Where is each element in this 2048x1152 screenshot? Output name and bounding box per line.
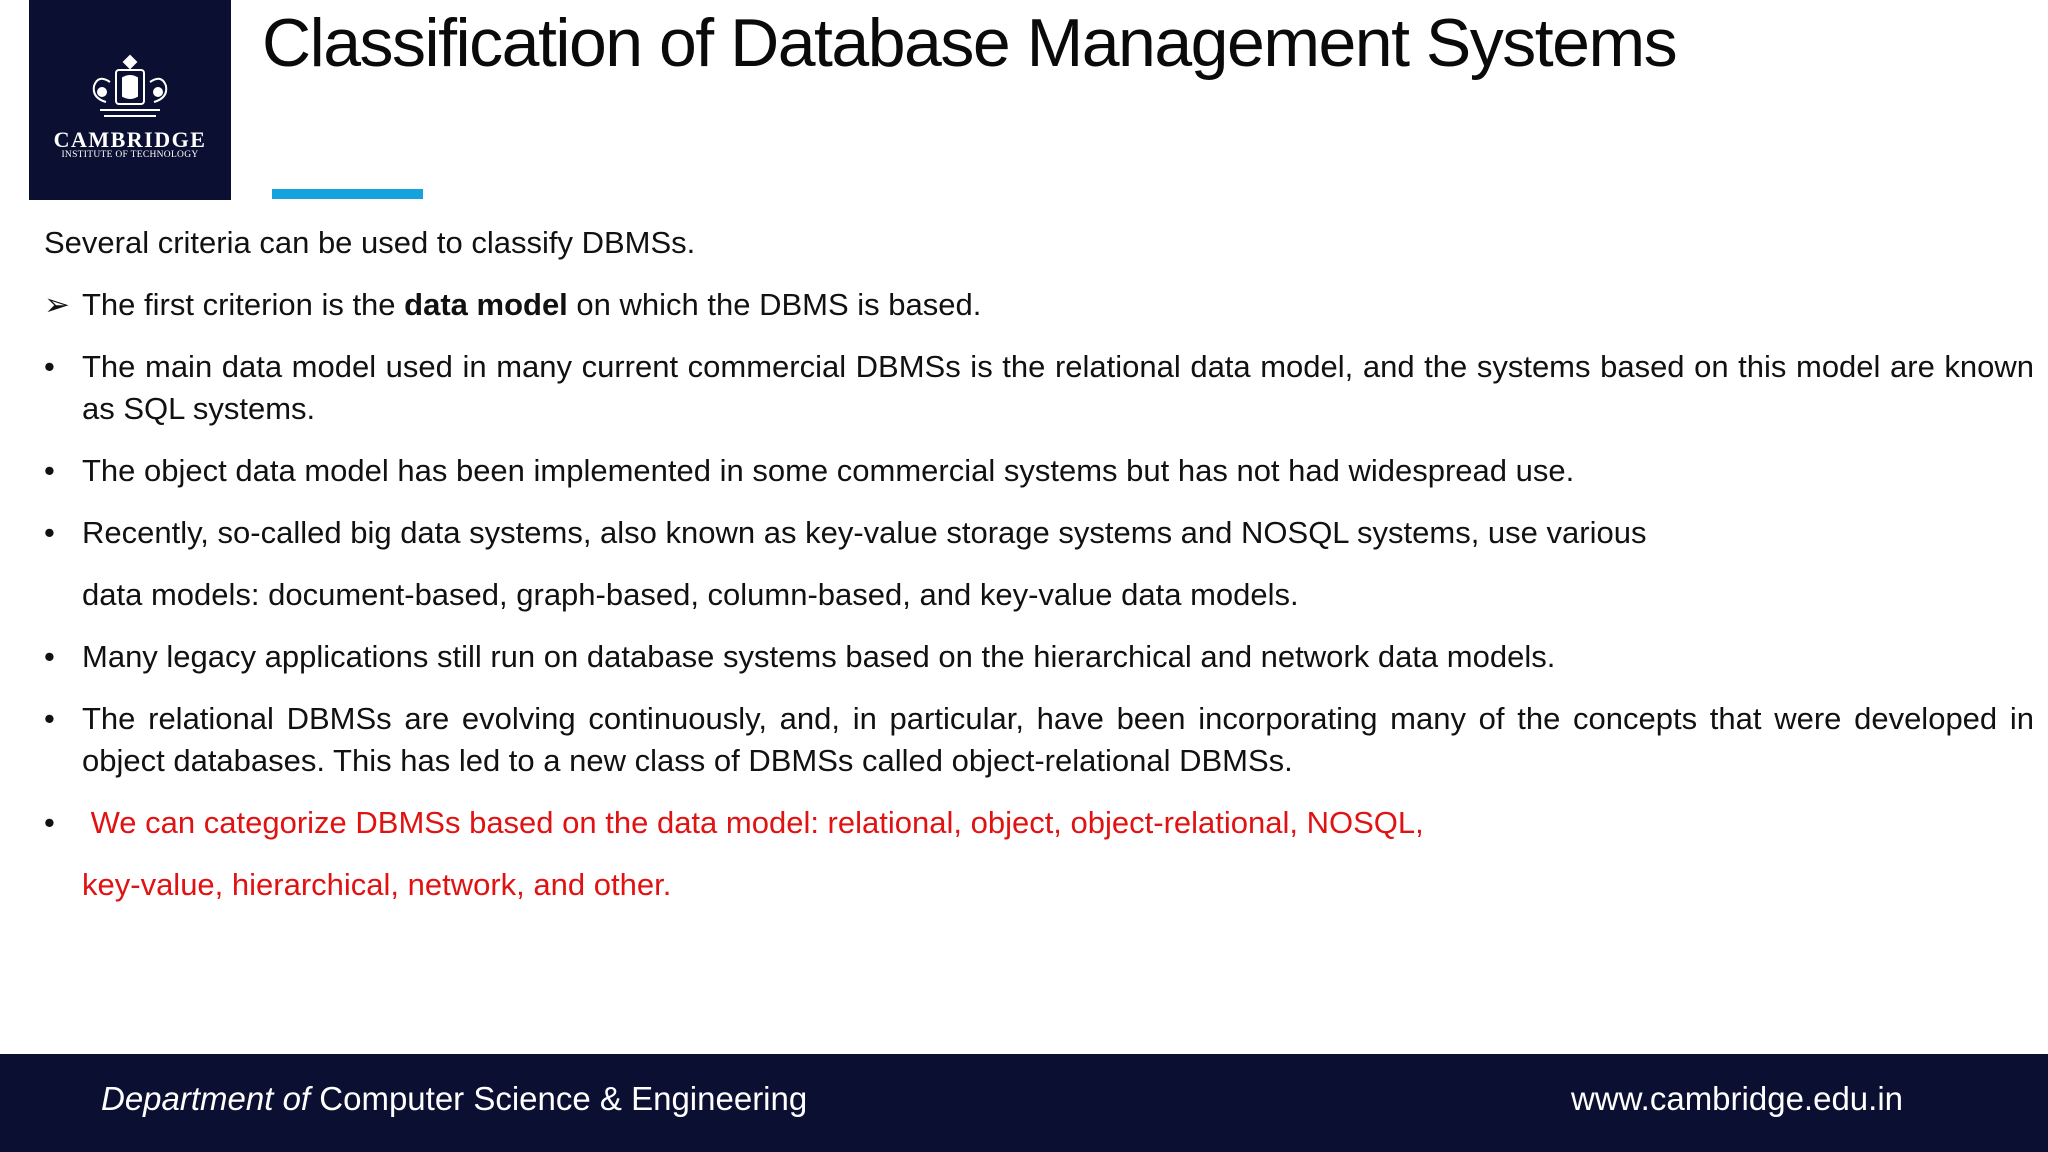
slide-content bbox=[44, 222, 2034, 926]
bullet-text: Recently, so-called big data systems, also known as key-value storage systems and NOSQL systems, use various bbox=[82, 515, 1647, 550]
department-label bbox=[101, 1080, 807, 1118]
criterion-item bbox=[44, 284, 2034, 326]
logo-name: CAMBRIDGE bbox=[53, 127, 207, 152]
website-link[interactable]: www.cambridge.edu.in bbox=[1571, 1080, 1903, 1117]
criterion-text-bold: data model bbox=[404, 287, 568, 322]
bullet-icon: • bbox=[44, 453, 55, 488]
criterion-text-before: The first criterion is the bbox=[82, 287, 405, 322]
footer-bar bbox=[0, 1054, 2048, 1152]
crest-icon bbox=[80, 52, 180, 124]
slide-title: Classification of Database Management Systems bbox=[262, 5, 1677, 81]
bullet-item bbox=[44, 346, 2034, 430]
institute-logo bbox=[29, 0, 231, 200]
highlight-continuation bbox=[44, 864, 2034, 906]
bullet-item bbox=[44, 450, 2034, 492]
highlight-text: We can categorize DBMSs based on the data model: relational, object, object-relational, NOSQL, bbox=[82, 805, 1424, 840]
highlight-item bbox=[44, 802, 2034, 844]
bullet-icon: • bbox=[44, 349, 55, 384]
bullet-icon: • bbox=[44, 701, 55, 736]
bullet-continuation bbox=[44, 574, 2034, 616]
department-italic: Department of bbox=[101, 1080, 311, 1117]
bullet-icon: • bbox=[44, 805, 55, 840]
bullet-item bbox=[44, 636, 2034, 678]
bullet-item bbox=[44, 512, 2034, 554]
bullet-text: data models: document-based, graph-based, column-based, and key-value data models. bbox=[82, 577, 1299, 612]
intro-text: Several criteria can be used to classify DBMSs. bbox=[44, 225, 696, 260]
bullet-icon: • bbox=[44, 515, 55, 550]
highlight-text: key-value, hierarchical, network, and other. bbox=[82, 867, 672, 902]
logo-subtitle: INSTITUTE OF TECHNOLOGY bbox=[61, 150, 199, 160]
criterion-text-after: on which the DBMS is based. bbox=[567, 287, 982, 322]
bullet-icon: • bbox=[44, 639, 55, 674]
title-accent-bar bbox=[272, 189, 423, 199]
arrow-bullet-icon: ➢ bbox=[44, 287, 70, 322]
bullet-item bbox=[44, 698, 2034, 782]
bullet-text: The object data model has been implemented in some commercial systems but has not had widespread use. bbox=[82, 453, 1575, 488]
bullet-text: Many legacy applications still run on database systems based on the hierarchical and network data models. bbox=[82, 639, 1556, 674]
bullet-text: The main data model used in many current commercial DBMSs is the relational data model, and the systems based on this model are known as SQL systems. bbox=[82, 349, 2034, 426]
bullet-text: The relational DBMSs are evolving continuously, and, in particular, have been incorporating many of the concepts that were developed in object databases. This has led to a new class of DBMSs called object-relational DBMSs. bbox=[82, 701, 2034, 778]
department-name: Computer Science & Engineering bbox=[310, 1080, 808, 1117]
